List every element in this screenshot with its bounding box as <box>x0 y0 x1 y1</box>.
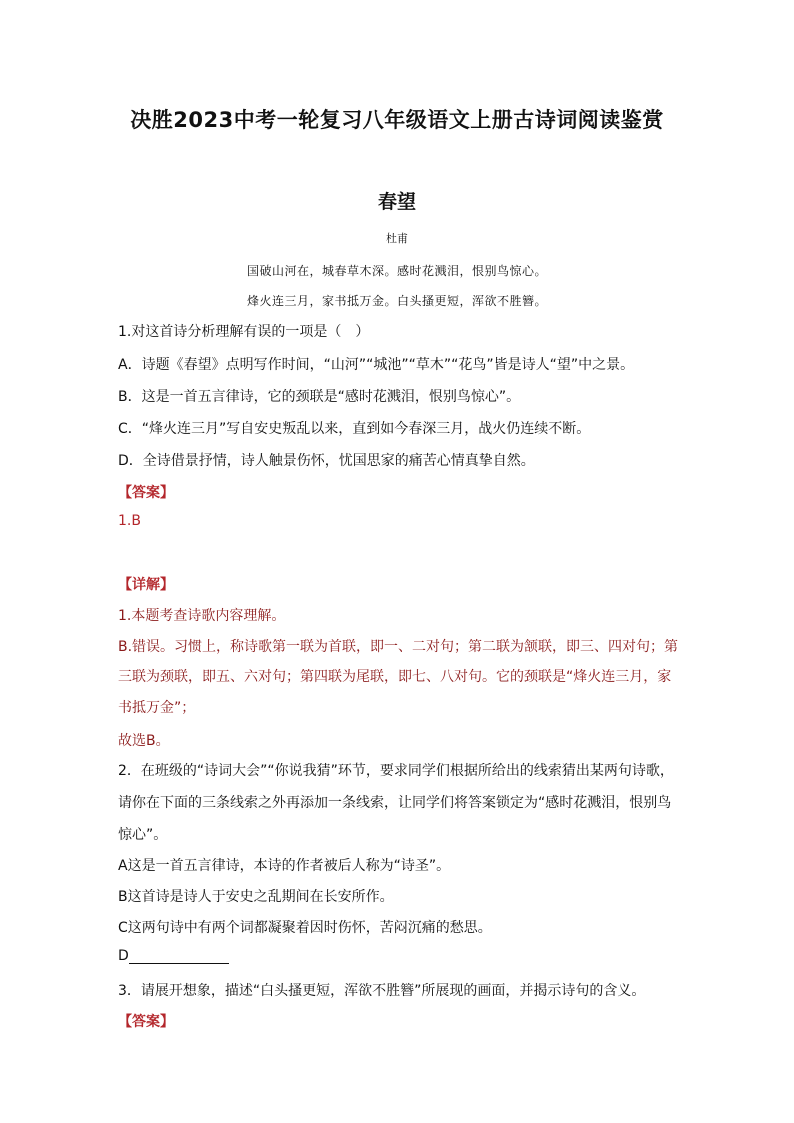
answer-label: 【答案】 <box>118 485 174 501</box>
question-2-stem-line-2: 请你在下面的三条线索之外再添加一条线索，让同学们将答案锁定为“感时花溅泪，恨别鸟 <box>118 795 672 811</box>
question-1-option-c: C．“烽火连三月”写自安史叛乱以来，直到如今春深三月，战火仍连续不断。 <box>118 421 591 437</box>
question-2-stem-line-3: 惊心”。 <box>118 827 168 843</box>
answer-label-2: 【答案】 <box>118 1014 174 1030</box>
detail-line-3: 三联为颈联，即五、六对句；第四联为尾联，即七、八对句。它的颈联是“烽火连三月，家 <box>118 669 672 685</box>
question-2-stem-line-1: 2．在班级的“诗词大会”“你说我猜”环节，要求同学们根据所给出的线索猜出某两句诗歌， <box>118 763 674 779</box>
question-1-stem: 1.对这首诗分析理解有误的一项是（ ） <box>118 324 370 340</box>
detail-line-1: 1.本题考查诗歌内容理解。 <box>118 608 286 624</box>
detail-line-4: 书抵万金”； <box>118 700 196 716</box>
detail-line-5: 故选B。 <box>118 733 170 749</box>
poem-title: 春望 <box>377 191 416 213</box>
question-2-clue-a: A这是一首五言律诗，本诗的作者被后人称为“诗圣”。 <box>118 858 451 874</box>
question-2-clue-c: C这两句诗中有两个词都凝聚着因时伤怀，苦闷沉痛的愁思。 <box>118 920 492 936</box>
clue-d-label: D <box>118 948 129 964</box>
detail-line-2: B.错误。习惯上，称诗歌第一联为首联，即一、二对句；第二联为颔联，即三、四对句；第 <box>118 639 679 655</box>
document-title: 决胜2023中考一轮复习八年级语文上册古诗词阅读鉴赏 <box>130 108 664 132</box>
answer-1: 1.B <box>118 513 141 529</box>
poem-line-1: 国破山河在，城春草木深。感时花溅泪，恨别鸟惊心。 <box>246 264 547 278</box>
poem-author: 杜甫 <box>386 232 408 245</box>
question-1-option-d: D．全诗借景抒情，诗人触景伤怀，忧国思家的痛苦心情真挚自然。 <box>118 453 535 469</box>
answer-blank[interactable] <box>129 949 229 964</box>
question-1-option-b: B．这是一首五言律诗，它的颈联是“感时花溅泪，恨别鸟惊心”。 <box>118 389 521 405</box>
question-3-stem: 3．请展开想象，描述“白头搔更短，浑欲不胜簪”所展现的画面，并揭示诗句的含义。 <box>118 983 646 999</box>
question-2-clue-d <box>118 948 229 964</box>
question-1-option-a: A．诗题《春望》点明写作时间，“山河”“城池”“草木”“花鸟”皆是诗人“望”中之景。 <box>118 357 635 373</box>
detail-label: 【详解】 <box>118 577 174 593</box>
poem-line-2: 烽火连三月，家书抵万金。白头搔更短，浑欲不胜簪。 <box>246 294 547 308</box>
question-2-clue-b: B这首诗是诗人于安史之乱期间在长安所作。 <box>118 889 394 905</box>
